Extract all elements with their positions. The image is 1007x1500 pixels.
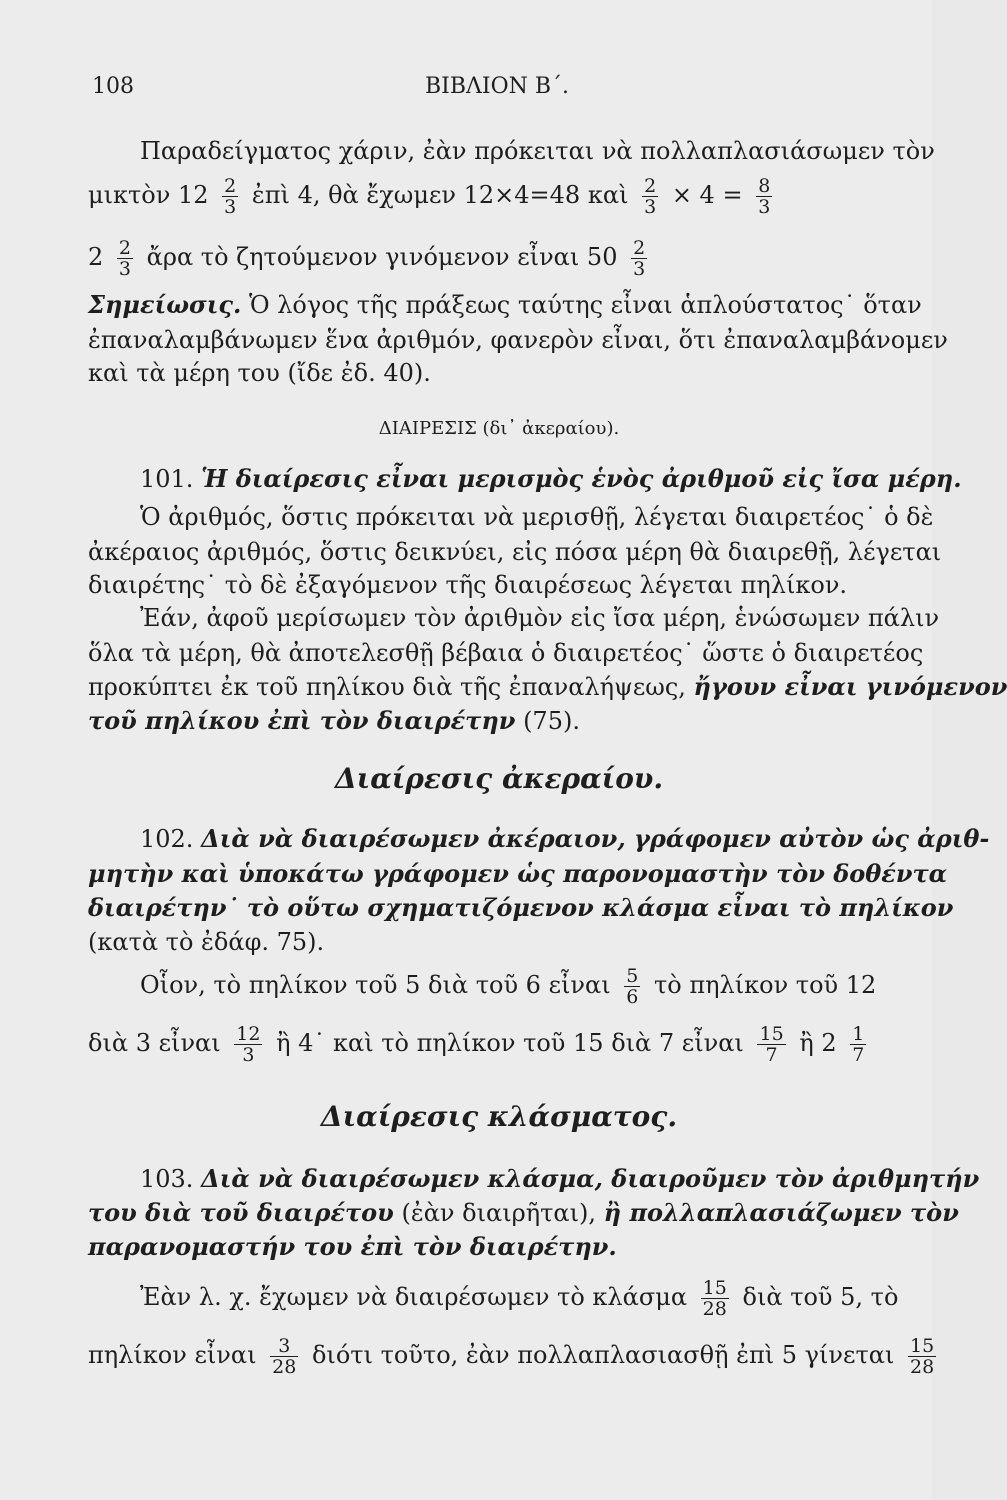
text-line: διὰ 3 εἶναι $\frac{12}{3}$ ἢ 4˙ καὶ τὸ πηλίκον τοῦ 15 διὰ 7 εἶναι $\frac{15}{7}$ ἢ 2 $\frac{1}{7}$ <box>88 1023 865 1066</box>
page-number: 108 <box>92 74 134 99</box>
text-line: ἀκέραιος ἀριθμός, ὅστις δεικνύει, εἰς πόσα μέρη θὰ διαιρεθῇ, λέγεται <box>88 538 942 566</box>
text-line: Ὁ ἀριθμός, ὅστις πρόκειται νὰ μερισθῇ, λέγεται διαιρετέος˙ ὁ δὲ <box>140 503 934 531</box>
text-line: προκύπτει ἐκ τοῦ πηλίκου διὰ τῆς ἐπαναλήψεως, ἤγουν εἶναι γινόμενον <box>88 672 1007 701</box>
text-line: παρανομαστήν του ἐπὶ τὸν διαιρέτην. <box>88 1232 617 1261</box>
fraction: $\frac{15}{28}$ <box>702 1277 727 1320</box>
text-line: Ἐὰν λ. χ. ἔχωμεν νὰ διαιρέσωμεν τὸ κλάσμα $\frac{15}{28}$ διὰ τοῦ 5, τὸ <box>140 1277 899 1320</box>
text-line: τοῦ πηλίκου ἐπὶ τὸν διαιρέτην (75). <box>88 706 580 735</box>
fraction: $\frac{15}{7}$ <box>759 1023 784 1066</box>
text-line: του διὰ τοῦ διαιρέτου (ἐὰν διαιρῆται), ἢ πολλαπλασιάζωμεν τὸν <box>88 1198 959 1227</box>
section-heading: Διαίρεσις κλάσματος. <box>320 1100 678 1133</box>
section-heading: Διαίρεσις ἀκεραίου. <box>334 762 664 795</box>
text-line: ἐπαναλαμβάνωμεν ἕνα ἀριθμόν, φανερὸν εἶναι, ὅτι ἐπαναλαμβάνομεν <box>88 326 948 354</box>
text-line: Οἷον, τὸ πηλίκον τοῦ 5 διὰ τοῦ 6 εἶναι $\frac{5}{6}$ τὸ πηλίκον τοῦ 12 <box>140 965 877 1008</box>
fraction: $\frac{3}{28}$ <box>272 1335 297 1378</box>
text-line: μητὴν καὶ ὑποκάτω γράφομεν ὡς παρονομαστὴν τὸν δοθέντα <box>88 859 948 888</box>
text-line: μικτὸν 12 $\frac{2}{3}$ ἐπὶ 4, θὰ ἔχωμεν 12×4=48 καὶ $\frac{2}{3}$ × 4 = $\frac{8}{3}$ <box>88 175 771 218</box>
fraction: $\frac{5}{6}$ <box>626 965 639 1008</box>
text-line: πηλίκον εἶναι $\frac{3}{28}$ διότι τοῦτο, ἐὰν πολλαπλασιασθῇ ἐπὶ 5 γίνεται $\frac{15}{28}$ <box>88 1335 935 1378</box>
text-line: διαιρέτην˙ τὸ οὕτω σχηματιζόμενον κλάσμα εἶναι τὸ πηλίκον <box>88 893 954 922</box>
fraction: $\frac{2}{3}$ <box>644 175 657 218</box>
text-line: Παραδείγματος χάριν, ἐὰν πρόκειται νὰ πολλαπλασιάσωμεν τὸν <box>140 137 935 165</box>
text-line: Σημείωσις. Ὁ λόγος τῆς πράξεως ταύτης εἶναι ἁπλούστατος˙ ὅταν <box>88 290 922 319</box>
text-line: (κατὰ τὸ ἐδάφ. 75). <box>88 928 325 956</box>
text-line: καὶ τὰ μέρη του (ἴδε ἐδ. 40). <box>88 359 431 387</box>
fraction: $\frac{8}{3}$ <box>758 175 771 218</box>
fraction: $\frac{2}{3}$ <box>118 237 132 280</box>
text-line: 2 $\frac{2}{3}$ ἄρα τὸ ζητούμενον γινόμενον εἶναι 50 $\frac{2}{3}$ <box>88 237 646 280</box>
running-title: ΒΙΒΛΙΟΝ Β΄. <box>425 74 570 99</box>
text-line: διαιρέτης˙ τὸ δὲ ἐξαγόμενον τῆς διαιρέσεως λέγεται πηλίκον. <box>88 571 848 599</box>
text-line: Ἐάν, ἀφοῦ μερίσωμεν τὸν ἀριθμὸν εἰς ἴσα μέρη, ἑνώσωμεν πάλιν <box>140 604 940 632</box>
fraction: $\frac{15}{28}$ <box>909 1335 935 1378</box>
fraction: $\frac{2}{3}$ <box>224 175 237 218</box>
fraction: $\frac{12}{3}$ <box>236 1023 261 1066</box>
text-line: 102. Διὰ νὰ διαιρέσωμεν ἀκέραιον, γράφομεν αὐτὸν ὡς ἀριθ- <box>140 824 990 853</box>
text-line: 103. Διὰ νὰ διαιρέσωμεν κλάσμα, διαιροῦμεν τὸν ἀριθμητήν <box>140 1164 980 1193</box>
fraction: $\frac{1}{7}$ <box>852 1023 865 1066</box>
section-title: ΔΙΑΙΡΕΣΙΣ (δι᾽ ἀκεραίου). <box>378 418 620 439</box>
text-line: 101. Ἡ διαίρεσις εἶναι μερισμὸς ἑνὸς ἀριθμοῦ εἰς ἴσα μέρη. <box>140 464 962 493</box>
text-line: ὅλα τὰ μέρη, θὰ ἀποτελεσθῇ βέβαια ὁ διαιρετέος˙ ὥστε ὁ διαιρετέος <box>88 639 924 667</box>
fraction: $\frac{2}{3}$ <box>633 237 646 280</box>
